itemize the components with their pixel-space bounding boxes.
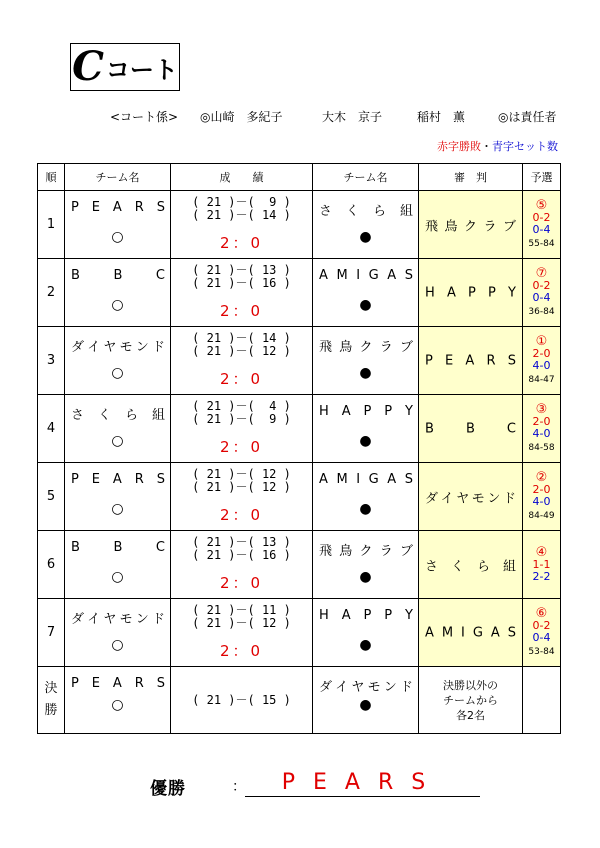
name-char: B: [465, 421, 475, 436]
score-cell: [171, 259, 313, 327]
name-char: く: [97, 408, 111, 423]
referee-name: [425, 215, 516, 234]
header-result: 成 績: [171, 164, 313, 191]
name-char: P: [468, 285, 476, 300]
prelim-record: 0-2: [532, 210, 551, 224]
referee-cell: [419, 327, 523, 395]
prelim-points: 55-84: [528, 238, 555, 249]
set-score: ( 21 )－( 12 ): [192, 480, 291, 494]
prelim-sets: 4-0: [532, 358, 551, 372]
match-result: 2：0: [219, 234, 264, 252]
prelim-cell: [523, 191, 561, 259]
name-char: A: [112, 472, 122, 487]
name-char: モ: [119, 612, 133, 627]
name-char: I: [461, 625, 465, 640]
name-char: ド: [151, 612, 165, 627]
name-char: E: [91, 472, 100, 487]
win-mark: ○: [111, 697, 124, 713]
name-char: ヤ: [456, 491, 470, 506]
score-cell: [171, 599, 313, 667]
staff-legend: ◎は責任者: [498, 110, 557, 124]
name-char: S: [404, 472, 413, 487]
name-char: P: [384, 608, 393, 623]
referee-name: [425, 353, 516, 368]
referee-note-line: 各2名: [456, 708, 485, 722]
score-cell: [171, 327, 313, 395]
name-char: 飛: [425, 219, 439, 234]
legend-separator: ・: [481, 140, 492, 153]
name-char: ら: [476, 559, 490, 574]
loss-mark: ●: [359, 637, 372, 653]
team-name: [319, 608, 413, 623]
name-char: I: [356, 268, 361, 283]
name-char: M: [336, 472, 348, 487]
name-char: ド: [399, 680, 413, 695]
champion-label: 優勝: [150, 779, 186, 799]
referee-name: [425, 625, 516, 640]
team-name: [71, 540, 165, 555]
staff-member: 大木 京子: [322, 110, 383, 124]
results-table: [37, 163, 561, 734]
name-char: ン: [135, 340, 149, 355]
set-score: ( 21 )－( 4 ): [192, 399, 291, 413]
game-number: 7: [38, 599, 65, 667]
referee-cell: [419, 395, 523, 463]
name-char: B: [425, 421, 434, 436]
name-char: R: [134, 472, 144, 487]
name-char: モ: [119, 340, 133, 355]
blue-legend: 青字セット数: [492, 140, 558, 153]
prelim-rank: ⑦: [535, 265, 548, 281]
team-name: [319, 540, 413, 559]
name-char: B: [71, 540, 80, 555]
name-char: G: [472, 625, 483, 640]
name-char: く: [345, 204, 359, 219]
court-label: コート: [105, 56, 178, 84]
game-row: [38, 191, 561, 259]
game-row: [38, 599, 561, 667]
win-mark: ○: [111, 569, 124, 585]
name-char: く: [450, 559, 464, 574]
name-char: イ: [87, 612, 101, 627]
match-result: 2：0: [219, 506, 264, 524]
staff-member: 稲村 薫: [417, 110, 466, 124]
prelim-record: 2-0: [532, 414, 551, 428]
team2-cell: [313, 463, 419, 531]
team1-cell: [65, 531, 171, 599]
header-prelim: 予選: [523, 164, 561, 191]
name-char: A: [341, 608, 351, 623]
name-char: G: [368, 472, 379, 487]
final-label-bottom: 勝: [44, 703, 58, 718]
referee-name: [425, 555, 516, 574]
team2-cell: [313, 191, 419, 259]
name-char: G: [368, 268, 379, 283]
champion-colon: ：: [232, 779, 246, 795]
name-char: S: [404, 268, 413, 283]
win-mark: ○: [111, 365, 124, 381]
match-result: 2：0: [219, 574, 264, 592]
name-char: A: [319, 472, 328, 487]
prelim-points: 36-84: [528, 306, 555, 317]
name-char: R: [134, 676, 144, 691]
team-name: [319, 200, 413, 219]
match-result: 2：0: [219, 642, 264, 660]
name-char: ヤ: [351, 680, 365, 695]
name-char: ラ: [379, 340, 393, 355]
prelim-record: 2-0: [532, 346, 551, 360]
loss-mark: ●: [359, 297, 372, 313]
champion-line: [150, 770, 490, 800]
name-char: ら: [124, 408, 138, 423]
team1-cell: [65, 259, 171, 327]
prelim-record: 0-2: [532, 278, 551, 292]
name-char: B: [71, 268, 80, 283]
win-mark: ○: [111, 501, 124, 517]
name-char: S: [156, 200, 165, 215]
game-row: [38, 327, 561, 395]
name-char: P: [363, 608, 372, 623]
team1-cell: [65, 327, 171, 395]
prelim-sets: 0-4: [532, 290, 551, 304]
name-char: A: [446, 285, 456, 300]
name-char: A: [490, 625, 500, 640]
prelim-cell: [523, 395, 561, 463]
name-char: A: [387, 268, 397, 283]
name-char: モ: [367, 680, 381, 695]
champion-underline: [245, 796, 480, 797]
name-char: 組: [151, 408, 165, 423]
team-name: [319, 336, 413, 355]
game-number: 3: [38, 327, 65, 395]
prelim-sets: 0-4: [532, 222, 551, 236]
name-char: ド: [151, 340, 165, 355]
name-char: C: [506, 421, 516, 436]
team-name: [71, 404, 165, 423]
team-name: [319, 268, 413, 283]
name-char: C: [155, 268, 165, 283]
name-char: A: [319, 268, 328, 283]
name-char: Y: [405, 404, 413, 419]
team2-cell: [313, 599, 419, 667]
team-name: [71, 608, 165, 627]
name-char: P: [71, 200, 79, 215]
header-team2: チーム名: [313, 164, 419, 191]
game-row: [38, 259, 561, 327]
set-score: ( 21 )－( 16 ): [192, 276, 291, 290]
final-label: [38, 667, 65, 734]
name-char: イ: [440, 491, 454, 506]
team2-cell: [313, 395, 419, 463]
score-cell: [171, 191, 313, 259]
score-cell: [171, 395, 313, 463]
name-char: さ: [425, 559, 439, 574]
name-char: さ: [319, 204, 333, 219]
prelim-sets: 4-0: [532, 494, 551, 508]
name-char: M: [336, 268, 348, 283]
name-char: ダ: [425, 491, 439, 506]
name-char: 鳥: [339, 544, 353, 559]
prelim-sets: 4-0: [532, 426, 551, 440]
name-char: ダ: [71, 340, 85, 355]
team1-cell: [65, 395, 171, 463]
prelim-points: 84-49: [528, 510, 555, 521]
name-char: ン: [487, 491, 501, 506]
name-char: 組: [502, 559, 516, 574]
name-char: ブ: [399, 544, 413, 559]
set-score: ( 21 )－( 12 ): [192, 467, 291, 481]
staff-label: <コート係>: [110, 110, 179, 124]
loss-mark: ●: [359, 433, 372, 449]
team-name: [319, 676, 413, 695]
prelim-rank: ⑥: [535, 605, 548, 621]
game-number: 5: [38, 463, 65, 531]
name-char: ラ: [379, 544, 393, 559]
name-char: ク: [359, 340, 373, 355]
name-char: B: [113, 268, 123, 283]
referee-cell: [419, 259, 523, 327]
final-score-cell: [171, 667, 313, 734]
game-row: [38, 463, 561, 531]
name-char: ら: [372, 204, 386, 219]
referee-note-line: 決勝以外の: [443, 678, 498, 692]
prelim-sets: 2-2: [532, 569, 551, 583]
game-number: 6: [38, 531, 65, 599]
team-name: [71, 676, 165, 691]
team1-cell: [65, 599, 171, 667]
prelim-sets: 0-4: [532, 630, 551, 644]
final-team2-cell: [313, 667, 419, 734]
team-name: [71, 268, 165, 283]
name-char: ダ: [71, 612, 85, 627]
set-score: ( 21 )－( 15 ): [192, 692, 291, 707]
name-char: ク: [463, 219, 477, 234]
court-logo: [70, 43, 180, 91]
name-char: ン: [135, 612, 149, 627]
team2-cell: [313, 259, 419, 327]
set-score: ( 21 )－( 12 ): [192, 344, 291, 358]
champion-name: PEARS: [281, 770, 444, 795]
referee-name: [425, 421, 516, 436]
match-result: 2：0: [219, 370, 264, 388]
referee-cell: [419, 599, 523, 667]
prelim-points: 53-84: [528, 646, 555, 657]
team-name: [319, 404, 413, 419]
name-char: E: [91, 676, 100, 691]
match-result: 2：0: [219, 302, 264, 320]
name-char: H: [319, 608, 329, 623]
name-char: 飛: [319, 544, 333, 559]
name-char: P: [488, 285, 496, 300]
name-char: P: [363, 404, 372, 419]
name-char: E: [445, 353, 454, 368]
name-char: A: [112, 200, 122, 215]
name-char: P: [425, 353, 433, 368]
loss-mark: ●: [359, 365, 372, 381]
name-char: A: [465, 353, 475, 368]
name-char: ヤ: [103, 340, 117, 355]
game-row: [38, 395, 561, 463]
prelim-record: 0-2: [532, 618, 551, 632]
set-score: ( 21 )－( 12 ): [192, 616, 291, 630]
win-mark: ○: [111, 229, 124, 245]
name-char: E: [91, 200, 100, 215]
name-char: S: [507, 353, 516, 368]
name-char: Y: [508, 285, 516, 300]
red-legend: 赤字勝敗: [437, 140, 481, 153]
set-score: ( 21 )－( 9 ): [192, 412, 291, 426]
color-legend: [437, 138, 558, 154]
game-row: [38, 531, 561, 599]
name-char: A: [387, 472, 397, 487]
final-referee-note: [419, 667, 523, 734]
loss-mark: ●: [359, 501, 372, 517]
team-name: [319, 472, 413, 487]
prelim-rank: ④: [535, 544, 548, 560]
loss-mark: ●: [359, 229, 372, 245]
name-char: R: [134, 200, 144, 215]
name-char: モ: [471, 491, 485, 506]
team1-cell: [65, 191, 171, 259]
name-char: 飛: [319, 340, 333, 355]
prelim-record: 1-1: [532, 557, 551, 571]
score-cell: [171, 531, 313, 599]
prelim-rank: ⑤: [535, 197, 548, 213]
prelim-cell: [523, 599, 561, 667]
game-number: 4: [38, 395, 65, 463]
team2-cell: [313, 327, 419, 395]
name-char: 鳥: [339, 340, 353, 355]
prelim-cell: [523, 463, 561, 531]
final-row: [38, 667, 561, 734]
referee-name: [425, 285, 516, 300]
referee-cell: [419, 531, 523, 599]
court-letter: C: [72, 43, 104, 90]
header-referee: 審 判: [419, 164, 523, 191]
name-char: H: [319, 404, 329, 419]
name-char: ン: [383, 680, 397, 695]
team-name: [71, 336, 165, 355]
final-team1-cell: [65, 667, 171, 734]
loss-mark: ●: [359, 569, 372, 585]
name-char: 組: [399, 204, 413, 219]
header-team1: チーム名: [65, 164, 171, 191]
name-char: ダ: [319, 680, 333, 695]
team-name: [71, 200, 165, 215]
name-char: ブ: [399, 340, 413, 355]
name-char: S: [156, 676, 165, 691]
prelim-points: 84-47: [528, 374, 555, 385]
name-char: S: [156, 472, 165, 487]
set-score: ( 21 )－( 16 ): [192, 548, 291, 562]
set-score: ( 21 )－( 14 ): [192, 208, 291, 222]
name-char: R: [486, 353, 496, 368]
name-char: P: [71, 676, 79, 691]
name-char: ラ: [483, 219, 497, 234]
name-char: ブ: [502, 219, 516, 234]
set-score: ( 21 )－( 9 ): [192, 195, 291, 209]
name-char: B: [113, 540, 123, 555]
name-char: ク: [359, 544, 373, 559]
team1-cell: [65, 463, 171, 531]
team2-cell: [313, 531, 419, 599]
prelim-rank: ②: [535, 469, 548, 485]
set-score: ( 21 )－( 13 ): [192, 263, 291, 277]
set-score: ( 21 )－( 14 ): [192, 331, 291, 345]
prelim-cell: [523, 259, 561, 327]
win-mark: ○: [111, 433, 124, 449]
prelim-cell: [523, 531, 561, 599]
name-char: S: [507, 625, 516, 640]
referee-cell: [419, 463, 523, 531]
game-number: 2: [38, 259, 65, 327]
prelim-points: 84-58: [528, 442, 555, 453]
final-label-top: 決: [44, 681, 58, 696]
header-order: 順: [38, 164, 65, 191]
win-mark: ○: [111, 297, 124, 313]
staff-member: ◎山崎 多紀子: [200, 110, 283, 124]
name-char: ヤ: [103, 612, 117, 627]
final-prelim-cell: [523, 667, 561, 734]
referee-note-line: チームから: [443, 693, 498, 707]
prelim-record: 2-0: [532, 482, 551, 496]
prelim-cell: [523, 327, 561, 395]
name-char: ド: [502, 491, 516, 506]
set-score: ( 21 )－( 13 ): [192, 535, 291, 549]
team-name: [71, 472, 165, 487]
loss-mark: ●: [359, 697, 372, 713]
table-header-row: [38, 164, 561, 191]
referee-name: [425, 487, 516, 506]
name-char: I: [356, 472, 361, 487]
name-char: 鳥: [444, 219, 458, 234]
name-char: イ: [87, 340, 101, 355]
game-number: 1: [38, 191, 65, 259]
name-char: P: [384, 404, 393, 419]
name-char: A: [341, 404, 351, 419]
score-cell: [171, 463, 313, 531]
match-result: 2：0: [219, 438, 264, 456]
referee-cell: [419, 191, 523, 259]
name-char: A: [425, 625, 434, 640]
name-char: A: [112, 676, 122, 691]
name-char: C: [155, 540, 165, 555]
name-char: M: [441, 625, 454, 640]
prelim-rank: ③: [535, 401, 548, 417]
prelim-rank: ①: [535, 333, 548, 349]
win-mark: ○: [111, 637, 124, 653]
name-char: H: [425, 285, 435, 300]
name-char: Y: [405, 608, 413, 623]
name-char: さ: [71, 408, 85, 423]
name-char: イ: [335, 680, 349, 695]
set-score: ( 21 )－( 11 ): [192, 603, 291, 617]
name-char: P: [71, 472, 79, 487]
